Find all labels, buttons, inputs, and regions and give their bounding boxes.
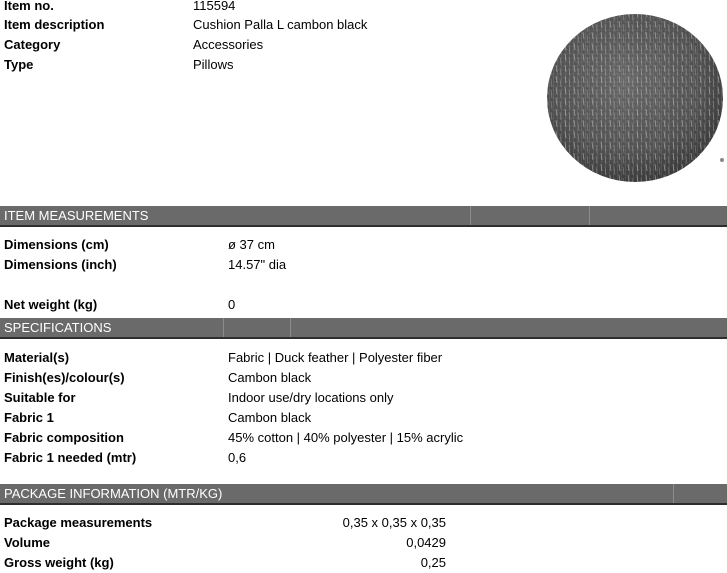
field-label: Fabric 1 (4, 410, 54, 425)
field-category (0, 35, 540, 55)
field-value: 0,35 x 0,35 x 0,35 (342, 515, 446, 530)
section-header-specifications (0, 318, 727, 339)
field-label: Dimensions (cm) (4, 237, 109, 252)
field-value: ø 37 cm (228, 237, 275, 252)
field-value: 14.57" dia (228, 257, 287, 272)
field-fabric-1-needed (0, 448, 727, 468)
field-label: Item description (4, 17, 105, 32)
field-value: Cushion Palla L cambon black (193, 17, 368, 32)
field-label: Material(s) (4, 350, 70, 365)
cell-divider (223, 318, 224, 337)
field-item-description (0, 15, 540, 35)
field-gross-weight (0, 553, 727, 573)
section-header-item-measurements (0, 206, 727, 227)
field-label: Dimensions (inch) (4, 257, 117, 272)
cell-divider (290, 318, 291, 337)
field-item-no (0, 0, 540, 16)
round-cushion-icon (545, 10, 725, 185)
field-value: 0,0429 (406, 535, 446, 550)
section-header-package-information (0, 484, 727, 505)
field-label: Fabric 1 needed (mtr) (4, 450, 137, 465)
field-finish-colour (0, 368, 727, 388)
field-net-weight (0, 295, 727, 315)
field-label: Net weight (kg) (4, 297, 98, 312)
field-label: Suitable for (4, 390, 76, 405)
field-value: 115594 (193, 0, 236, 13)
field-value: 0,6 (228, 450, 247, 465)
field-label: Volume (4, 535, 50, 550)
field-label: Category (4, 37, 61, 52)
field-package-measurements (0, 513, 727, 533)
field-value: Accessories (193, 37, 264, 52)
cell-divider (673, 484, 674, 503)
section-title: PACKAGE INFORMATION (MTR/KG) (4, 486, 223, 501)
field-value: 0,25 (420, 555, 446, 570)
field-value: Cambon black (228, 370, 312, 385)
field-fabric-1 (0, 408, 727, 428)
field-fabric-composition (0, 428, 727, 448)
cell-divider (470, 206, 471, 225)
field-dimensions-inch (0, 255, 727, 275)
field-dimensions-cm (0, 235, 727, 255)
field-value: 45% cotton | 40% polyester | 15% acrylic (228, 430, 464, 445)
field-value: Cambon black (228, 410, 312, 425)
field-type (0, 55, 540, 75)
field-label: Fabric composition (4, 430, 124, 445)
field-label: Gross weight (kg) (4, 555, 114, 570)
field-label: Package measurements (4, 515, 153, 530)
field-volume (0, 533, 727, 553)
field-value: Pillows (193, 57, 234, 72)
field-materials (0, 348, 727, 368)
field-value: Fabric | Duck feather | Polyester fiber (228, 350, 443, 365)
section-title: SPECIFICATIONS (4, 320, 112, 335)
field-label: Finish(es)/colour(s) (4, 370, 125, 385)
field-value: 0 (228, 297, 236, 312)
field-label: Type (4, 57, 34, 72)
cell-divider (589, 206, 590, 225)
field-label: Item no. (4, 0, 54, 13)
product-image (545, 10, 725, 185)
section-title: ITEM MEASUREMENTS (4, 208, 149, 223)
field-suitable-for (0, 388, 727, 408)
field-value: Indoor use/dry locations only (228, 390, 394, 405)
